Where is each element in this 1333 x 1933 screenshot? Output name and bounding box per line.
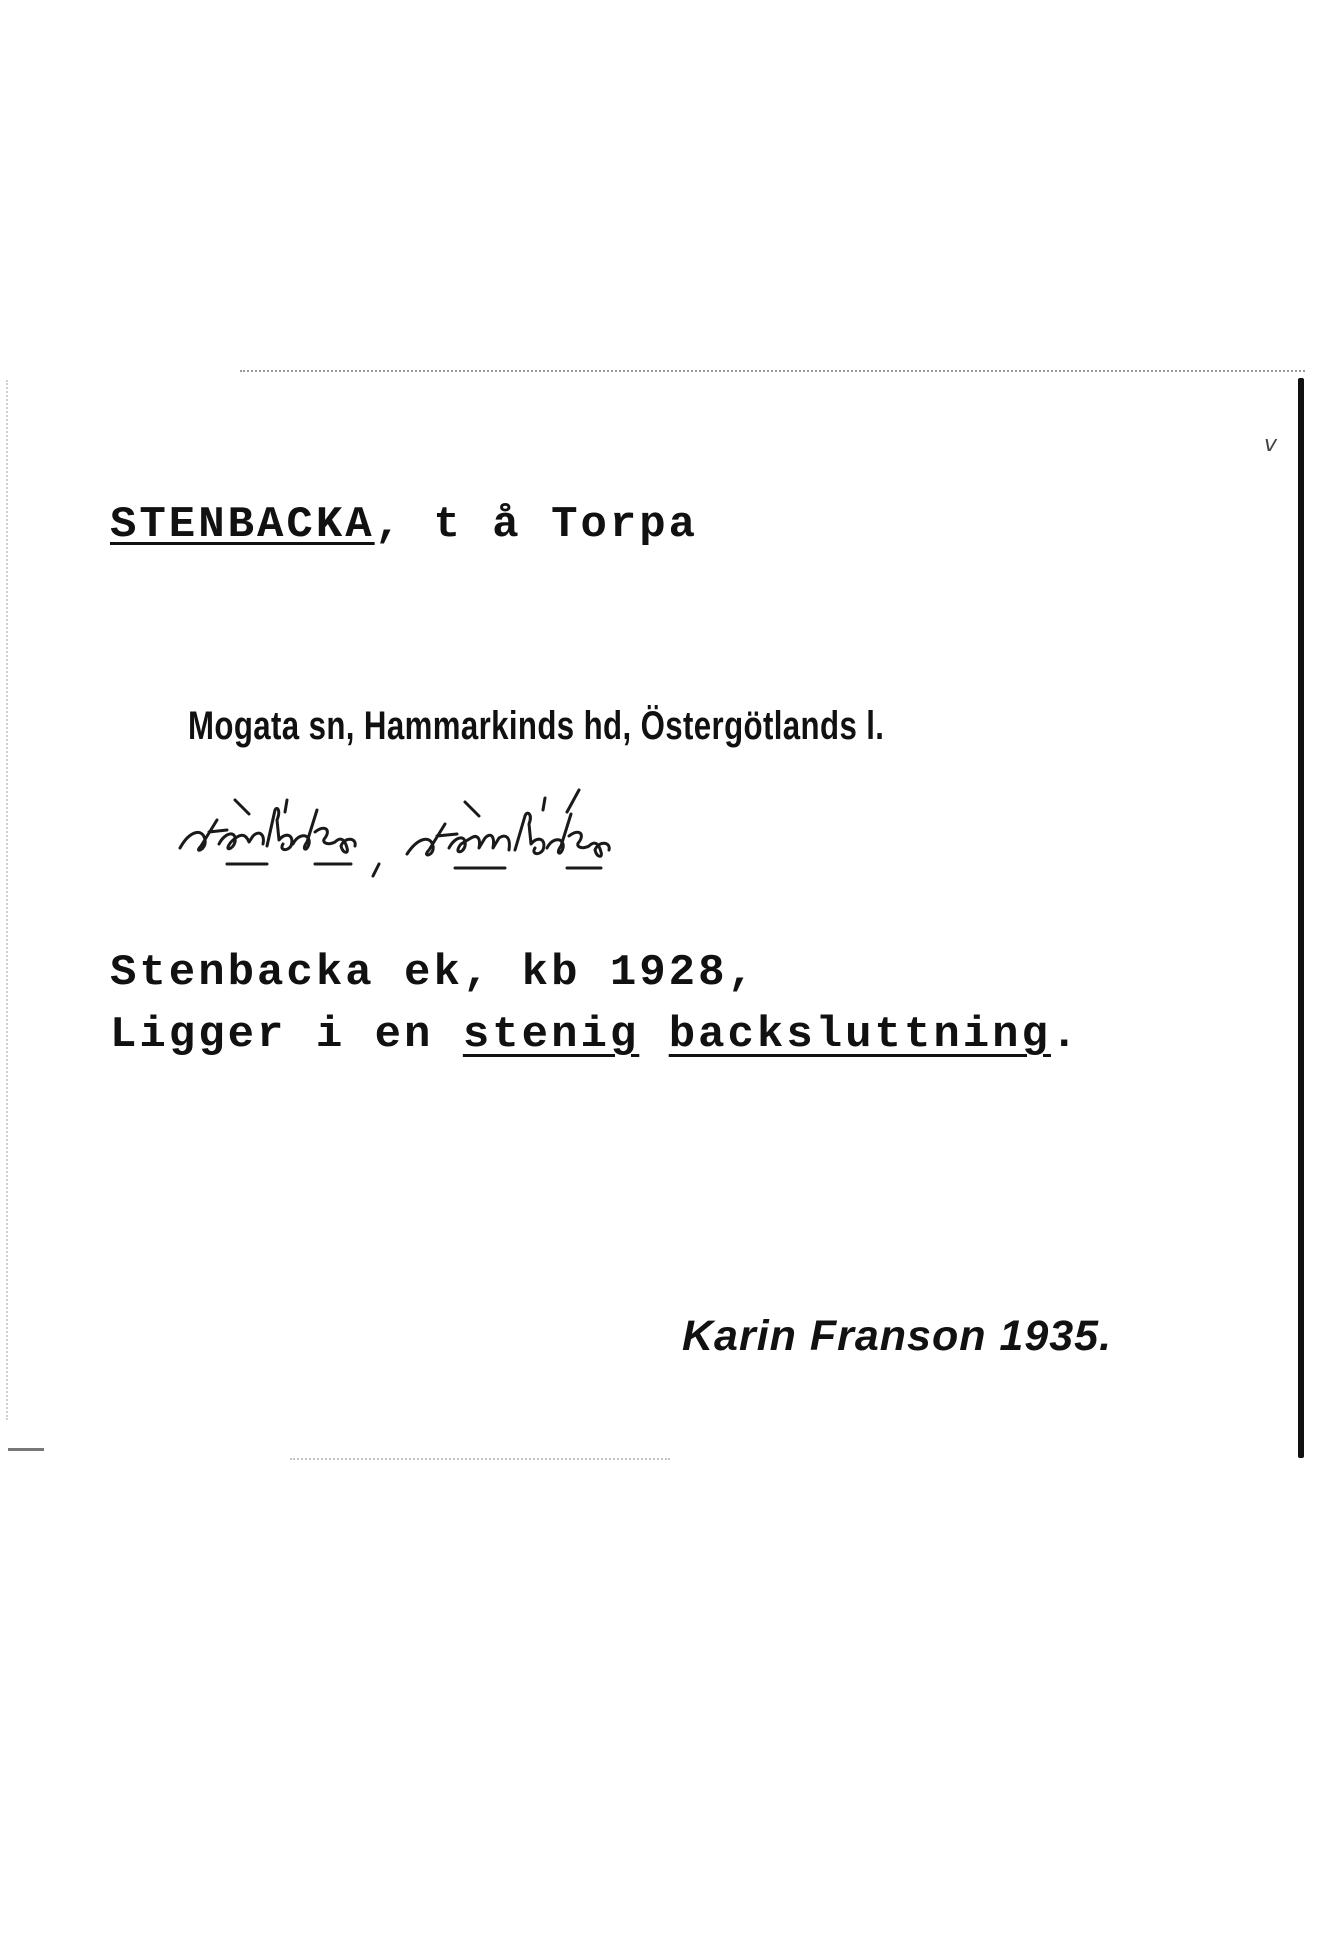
- location-line: Mogata sn, Hammarkinds hd, Östergötlands l.: [188, 704, 885, 748]
- card-right-edge: [1298, 378, 1304, 1458]
- description-period: .: [1050, 1010, 1081, 1060]
- description-space: [639, 1010, 668, 1060]
- description-prefix: Ligger i en: [110, 1010, 463, 1060]
- place-type-and-village: , t å Torpa: [374, 500, 699, 550]
- card-bottom-edge: [290, 1458, 670, 1460]
- body-line-description: [110, 1010, 1080, 1060]
- corner-check-mark: v: [1264, 432, 1278, 457]
- card-top-edge: [240, 370, 1305, 372]
- underlined-word-backsluttning: backsluttning: [668, 1010, 1051, 1060]
- stray-scan-mark: [8, 1448, 44, 1451]
- place-name: STENBACKA: [110, 500, 375, 550]
- collector-signature: Karin Franson 1935.: [682, 1312, 1113, 1360]
- scan-left-edge: [6, 380, 8, 1420]
- underlined-word-stenig: stenig: [462, 1010, 640, 1060]
- card-heading: [110, 500, 698, 550]
- body-line-oak-reference: Stenbacka ek, kb 1928,: [110, 948, 757, 998]
- handwritten-phonetic-transcription: [175, 780, 875, 890]
